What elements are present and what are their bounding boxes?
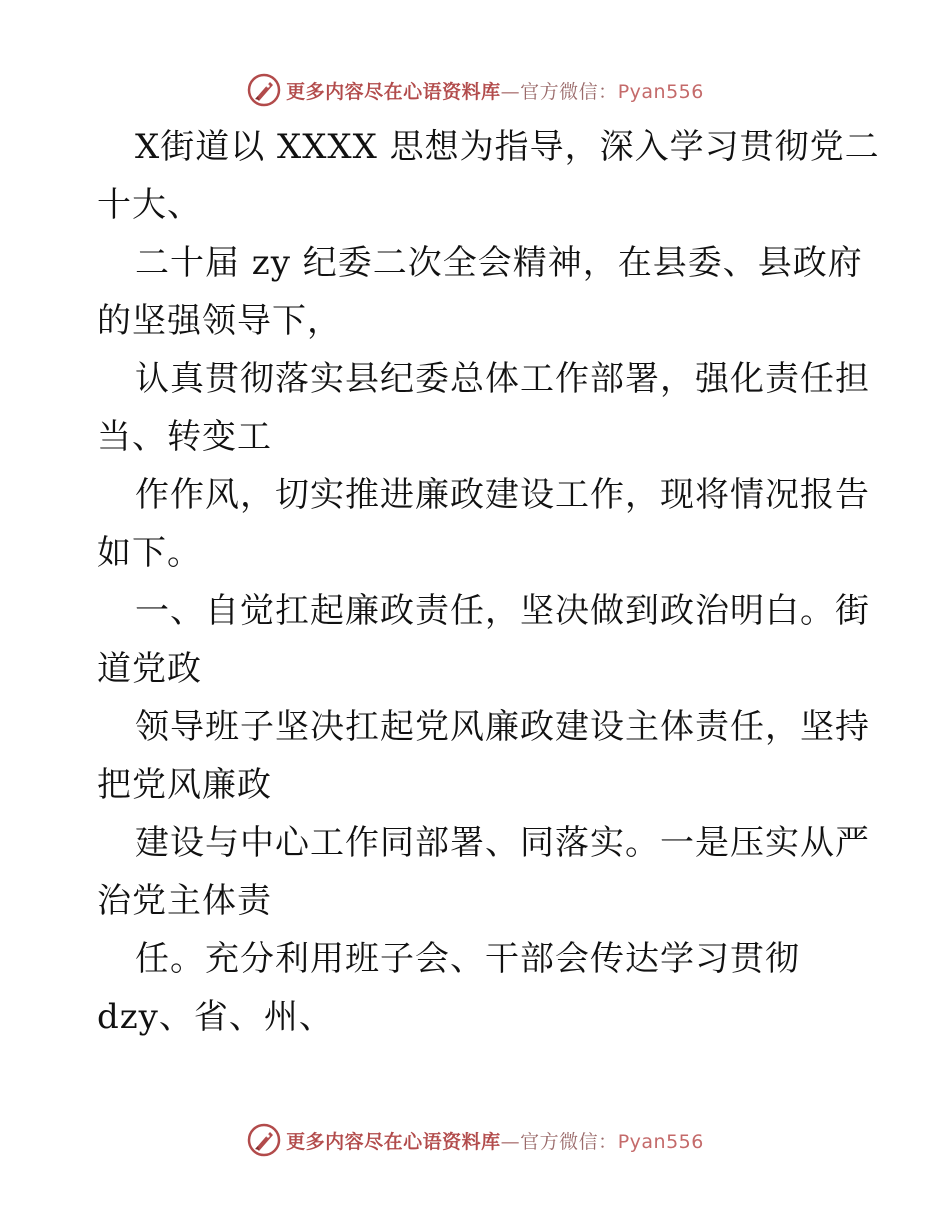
paragraph-line: 如下。: [97, 533, 202, 573]
pen-nib-logo-icon: [246, 1122, 282, 1158]
watermark-separator: —: [500, 80, 521, 103]
pen-nib-logo-icon: [246, 72, 282, 108]
paragraph-line: 道党政: [97, 649, 202, 689]
header-watermark: [0, 70, 950, 110]
paragraph-line: 二十届 zy 纪委二次全会精神，在县委、县政府: [135, 243, 863, 283]
paragraph-line: 治党主体责: [97, 881, 272, 921]
paragraph-line: X街道以 XXXX 思想为指导，深入学习贯彻党二: [135, 127, 880, 167]
watermark-wechat-id: Pyan556: [617, 1130, 704, 1153]
watermark-wechat-id: Pyan556: [617, 80, 704, 103]
paragraph-line: 领导班子坚决扛起党风廉政建设主体责任，坚持: [135, 707, 870, 747]
watermark-brand: 更多内容尽在心语资料库: [286, 80, 501, 103]
watermark-official-label: 官方微信：: [520, 1130, 618, 1153]
document-body: [97, 118, 880, 1046]
watermark-official-label: 官方微信：: [520, 80, 618, 103]
watermark-brand: 更多内容尽在心语资料库: [286, 1130, 501, 1153]
footer-watermark: [0, 1120, 950, 1160]
paragraph-line: 建设与中心工作同部署、同落实。一是压实从严: [135, 823, 870, 863]
paragraph-line: 的坚强领导下，: [97, 301, 342, 341]
paragraph-line: 当、转变工: [97, 417, 272, 457]
paragraph-line: 作作风，切实推进廉政建设工作，现将情况报告: [135, 475, 870, 515]
paragraph-line: 十大、: [97, 185, 202, 225]
watermark-separator: —: [500, 1130, 521, 1153]
paragraph-line: 把党风廉政: [97, 765, 272, 805]
paragraph-line: dzy、省、州、: [97, 997, 334, 1037]
paragraph-line: 任。充分利用班子会、干部会传达学习贯彻: [135, 939, 800, 979]
paragraph-line: 认真贯彻落实县纪委总体工作部署，强化责任担: [135, 359, 870, 399]
paragraph-line: 一、自觉扛起廉政责任，坚决做到政治明白。街: [135, 591, 870, 631]
